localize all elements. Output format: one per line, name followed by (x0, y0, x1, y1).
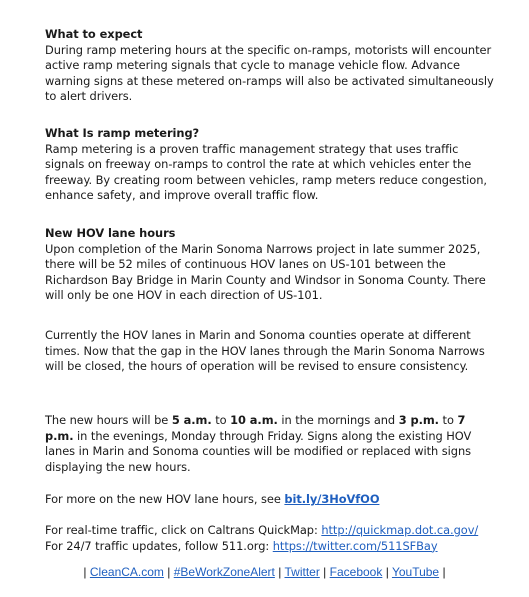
paragraph-hov-current: Currently the HOV lanes in Marin and Sonoma counties operate at different times. Now that the gap in the HOV lanes through the Marin Sonoma Narrows will be closed, the hours of operation will be revised to ensure consistency. (45, 328, 485, 374)
footer-separator: | (167, 565, 171, 579)
footer-link-youtube[interactable]: YouTube (391, 565, 440, 579)
footer-separator: | (83, 565, 87, 579)
section-hov-current (45, 328, 495, 375)
evening-end-time: 7 p.m. (45, 413, 466, 443)
section-hov-hours (45, 226, 495, 304)
section-more-info (45, 492, 495, 508)
new-hours-text-2: to (211, 413, 231, 427)
footer-separator: | (278, 565, 282, 579)
footer-link-cleanca[interactable]: CleanCA.com (89, 565, 164, 579)
section-what-to-expect (45, 27, 495, 105)
evening-start-time: 3 p.m. (398, 413, 439, 427)
footer-separator: | (442, 565, 446, 579)
footer-separator: | (323, 565, 327, 579)
footer-link-facebook[interactable]: Facebook (329, 565, 383, 579)
paragraph-hov-completion: Upon completion of the Marin Sonoma Narrows project in late summer 2025, there will be 52 miles of continuous HOV lanes on US-101 between the Richardson Bay Bridge in Marin County and Windsor in Sonoma County. There will only be one HOV in each direction of US-101. (45, 241, 486, 303)
section-hov-new-hours (45, 413, 495, 475)
hov-hours-link[interactable]: bit.ly/3HoVfOO (284, 492, 380, 506)
morning-start-time: 5 a.m. (171, 413, 212, 427)
heading-ramp-metering: What Is ramp metering? (45, 126, 200, 140)
paragraph-511-updates (45, 539, 495, 555)
paragraph-new-hours (45, 413, 495, 475)
quickmap-text: For real-time traffic, click on Caltrans QuickMap: (45, 523, 322, 537)
footer-separator: | (385, 565, 389, 579)
heading-what-to-expect: What to expect (45, 27, 143, 41)
updates-text: For 24/7 traffic updates, follow 511.org: (45, 538, 273, 553)
footer-link-beworkzonealert[interactable]: #BeWorkZoneAlert (173, 565, 275, 579)
paragraph-ramp-metering: Ramp metering is a proven traffic management strategy that uses traffic signals on freeway on-ramps to control the rate at which vehicles enter the freeway. By creating room between vehicles, ramp meters reduce congestion, enhance safety, and improve overall traffic flow. (45, 141, 487, 203)
section-ramp-metering (45, 126, 495, 204)
paragraph-quickmap (45, 523, 495, 539)
new-hours-text-3: in the mornings and (277, 413, 399, 427)
paragraph-more-info (45, 492, 495, 508)
section-traffic (45, 523, 495, 554)
new-hours-text-1: The new hours will be (45, 413, 172, 427)
footer-link-twitter[interactable]: Twitter (284, 565, 320, 579)
paragraph-what-to-expect: During ramp metering hours at the specific on-ramps, motorists will encounter active ramp metering signals that cycle to manage vehicle flow. Advance warning signs at these metered on-ramps will also be activated simultaneously to alert drivers. (45, 42, 494, 104)
more-info-text: For more on the new HOV lane hours, see (45, 492, 285, 506)
heading-hov-hours: New HOV lane hours (45, 226, 176, 240)
new-hours-text-4: to (438, 413, 458, 427)
twitter-511-link[interactable]: https://twitter.com/511SFBay (272, 538, 438, 553)
footer-links (0, 565, 529, 580)
quickmap-link[interactable]: http://quickmap.dot.ca.gov/ (321, 523, 479, 537)
morning-end-time: 10 a.m. (230, 413, 278, 427)
new-hours-text-5: in the evenings, Monday through Friday. Signs along the existing HOV lanes in Marin and Sonoma counties will be modified or replaced with signs displaying the new hours. (45, 428, 472, 474)
